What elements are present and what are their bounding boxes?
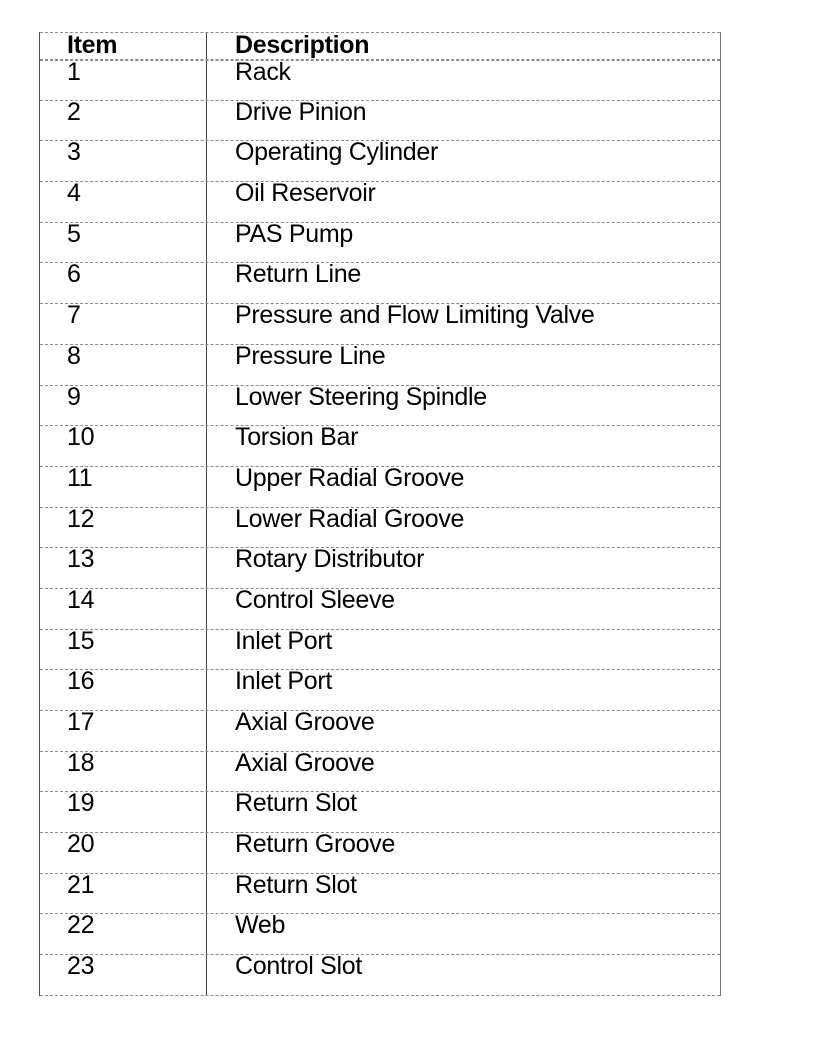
table-row: [40, 60, 720, 101]
table-row: [40, 260, 720, 304]
table-row: [40, 667, 720, 711]
item-description-cell: Web: [235, 911, 286, 940]
description-column-header: Description: [235, 31, 370, 59]
item-number-cell: 14: [67, 585, 95, 614]
table-row: [40, 97, 720, 142]
item-number-cell: 20: [67, 830, 95, 859]
table-row: [40, 911, 720, 955]
table-row: [40, 789, 720, 833]
item-description-cell: Return Slot: [235, 789, 357, 818]
item-number-cell: 22: [67, 911, 95, 940]
table-header-row: [40, 32, 720, 60]
item-description-cell: Torsion Bar: [235, 423, 359, 452]
item-number-cell: 21: [67, 870, 95, 899]
item-number-cell: 15: [67, 626, 95, 655]
item-number-cell: 18: [67, 748, 95, 777]
item-description-cell: Oil Reservoir: [235, 179, 376, 208]
table-body: [40, 60, 720, 996]
item-number-cell: 17: [67, 708, 95, 736]
item-number-cell: 12: [67, 504, 95, 533]
table-row: [40, 301, 720, 345]
table-row: [40, 382, 720, 427]
table-row: [40, 626, 720, 671]
item-description-cell: Upper Radial Groove: [235, 463, 465, 492]
item-number-cell: 23: [67, 952, 95, 981]
table-right-border: [720, 32, 721, 996]
table-row: [40, 423, 720, 467]
item-description-cell: Inlet Port: [235, 667, 333, 696]
table-row: [40, 952, 720, 996]
item-number-cell: 10: [67, 423, 95, 452]
table-row: [40, 219, 720, 264]
item-number-cell: 4: [67, 179, 81, 208]
item-number-cell: 9: [67, 382, 81, 411]
table-row: [40, 708, 720, 752]
table-row: [40, 504, 720, 549]
item-description-cell: Axial Groove: [235, 748, 375, 777]
item-description-cell: Rotary Distributor: [235, 545, 425, 574]
item-number-cell: 2: [67, 97, 81, 126]
item-number-cell: 8: [67, 341, 81, 370]
item-description-cell: Drive Pinion: [235, 97, 367, 126]
item-description-cell: Operating Cylinder: [235, 138, 439, 167]
item-description-cell: Lower Radial Groove: [235, 504, 465, 533]
item-number-cell: 19: [67, 789, 95, 818]
item-description-cell: Axial Groove: [235, 708, 375, 736]
item-description-cell: Return Slot: [235, 870, 357, 899]
item-description-cell: Control Sleeve: [235, 585, 395, 614]
item-description-cell: Lower Steering Spindle: [235, 382, 487, 411]
item-description-cell: Rack: [235, 58, 291, 86]
item-number-cell: 6: [67, 260, 81, 289]
item-description-cell: Control Slot: [235, 952, 363, 981]
table-row: [40, 870, 720, 915]
item-number-cell: 13: [67, 545, 95, 574]
table-row: [40, 545, 720, 589]
item-number-cell: 1: [67, 58, 81, 86]
table-row: [40, 138, 720, 182]
item-description-cell: Pressure Line: [235, 341, 386, 370]
item-description-cell: Return Line: [235, 260, 361, 289]
item-number-cell: 7: [67, 301, 81, 330]
table-row: [40, 463, 720, 508]
item-column-header: Item: [67, 31, 118, 59]
parts-table: [40, 32, 720, 996]
item-number-cell: 11: [67, 463, 93, 492]
item-description-cell: Inlet Port: [235, 626, 333, 655]
item-number-cell: 16: [67, 667, 95, 696]
table-row: [40, 748, 720, 793]
table-row: [40, 341, 720, 386]
table-row: [40, 179, 720, 223]
item-description-cell: Return Groove: [235, 830, 396, 859]
item-description-cell: PAS Pump: [235, 219, 354, 248]
table-row: [40, 585, 720, 630]
item-description-cell: Pressure and Flow Limiting Valve: [235, 301, 595, 330]
item-number-cell: 5: [67, 219, 81, 248]
item-number-cell: 3: [67, 138, 81, 167]
table-row: [40, 830, 720, 874]
